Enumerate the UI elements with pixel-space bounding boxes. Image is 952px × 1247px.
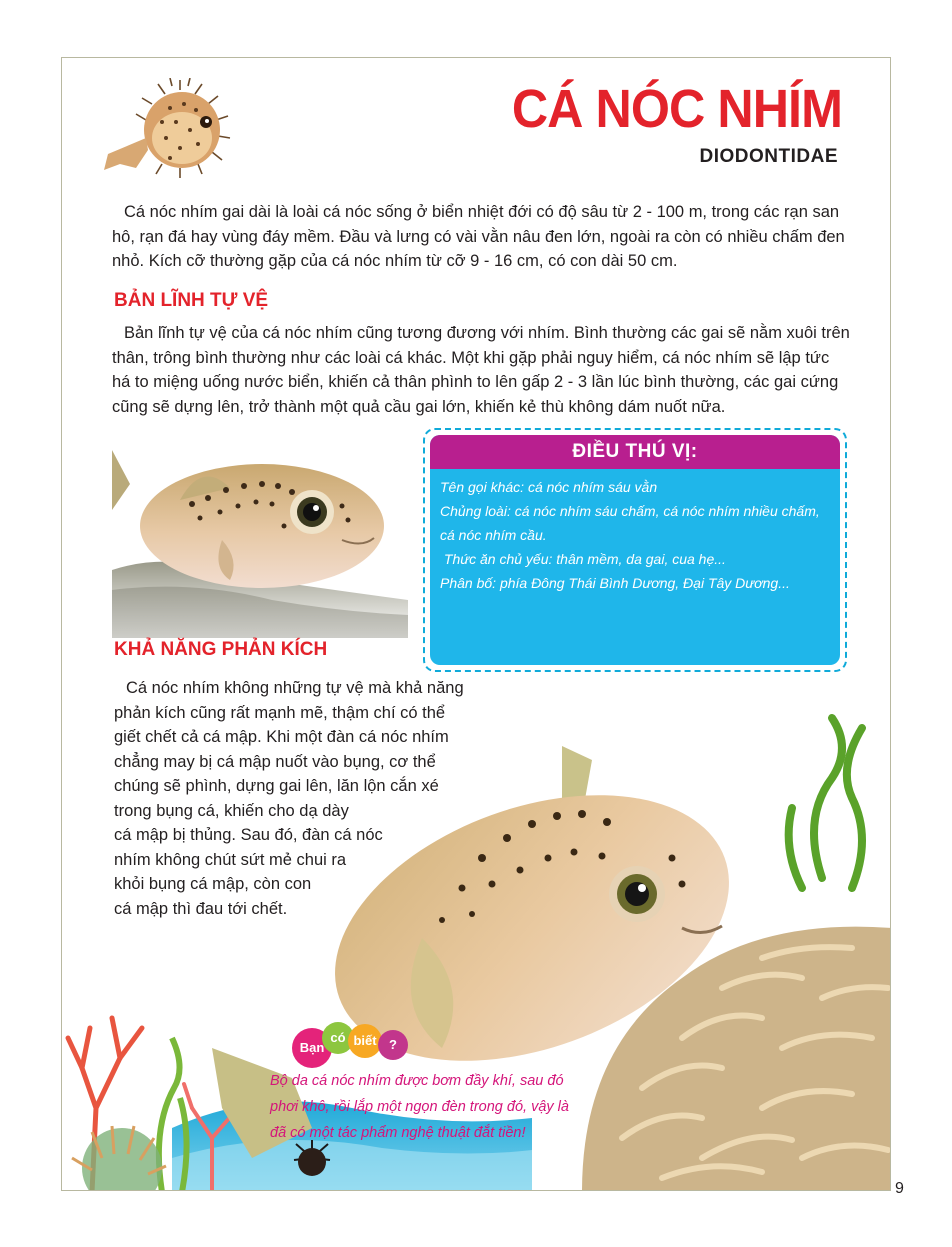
text-line: giết chết cả cá mập. Khi một đàn cá nóc nhím — [114, 728, 449, 746]
fun-facts-body — [430, 469, 840, 601]
text-line: chúng sẽ phình, dựng gai lên, lăn lộn cắn xé — [114, 777, 439, 795]
fact-line: Chủng loài: cá nóc nhím sáu chấm, cá nóc nhím nhiều chấm, — [440, 503, 820, 519]
badge-word: Bạn — [292, 1028, 332, 1068]
fun-facts-heading: ĐIỀU THÚ VỊ: — [430, 435, 840, 469]
intro-paragraph: Cá nóc nhím gai dài là loài cá nóc sống ở biển nhiệt đới có độ sâu từ 2 - 100 m, trong các rạn san hô, rạn đá hay vùng đáy mềm. Đầu và lưng có vài vằn nâu đen lớn, ngoài ra còn có nhiều chấm đen nhỏ. Kích cỡ thường gặp của cá nóc nhím từ cỡ 9 - 16 cm, có con dài 50 cm. — [112, 203, 845, 270]
fun-facts-panel — [430, 435, 840, 665]
page-title: CÁ NÓC NHÍM — [511, 79, 842, 139]
text-line: nhím không chút sứt mẻ chui ra — [114, 850, 347, 869]
fun-facts-box — [423, 428, 847, 672]
page-frame — [61, 57, 891, 1191]
question-mark-icon: ? — [378, 1030, 408, 1060]
fact-line: Thức ăn chủ yếu: thân mềm, da gai, cua hẹ... — [440, 551, 726, 567]
badge-word: biết — [348, 1024, 382, 1058]
text-line: cá mập bị thủng. Sau đó, đàn cá nóc — [114, 826, 383, 844]
fact-line: Tên gọi khác: cá nóc nhím sáu vằn — [440, 479, 658, 495]
fact-line: cá nóc nhím cầu. — [440, 527, 547, 543]
page-number: 9 — [895, 1180, 904, 1197]
scientific-name: DIODONTIDAE — [699, 146, 838, 167]
text-line: chẳng may bị cá mập nuốt vào bụng, cơ thể — [114, 752, 436, 771]
text-line: Cá nóc nhím không những tự vệ mà khả năng — [126, 679, 464, 697]
did-you-know-text: Bộ da cá nóc nhím được bơm đầy khí, sau đó phơi khô, rồi lắp một ngọn đèn trong đó, vậy là đã có một tác phẩm nghệ thuật đắt tiền! — [270, 1073, 569, 1141]
text-line: khỏi bụng cá mập, còn con — [114, 875, 312, 893]
badge-word: có — [322, 1022, 354, 1054]
inflated-pufferfish-image — [100, 78, 240, 188]
text-line: cá mập thì đau tới chết. — [114, 899, 288, 918]
text-line: phản kích cũng rất mạnh mẽ, thậm chí có thể — [114, 703, 446, 722]
fact-line: Phân bố: phía Đông Thái Bình Dương, Đại Tây Dương... — [440, 575, 790, 591]
pufferfish-photo-left — [112, 440, 408, 638]
text-line: trong bụng cá, khiến cho dạ dày — [114, 801, 349, 820]
self-defense-paragraph: Bản lĩnh tự vệ của cá nóc nhím cũng tương đương với nhím. Bình thường các gai sẽ nằm xuôi trên thân, trông bình thường như các loài cá khác. Một khi gặp phải nguy hiểm, cá nóc nhím sẽ lập tức há to miệng uống nước biển, khiến cả thân phình to lên gấp 2 - 3 lần lúc bình thường, các gai cứng cũng sẽ dựng lên, trở thành một quả cầu gai lớn, khiến kẻ thù không dám nuốt nữa. — [112, 324, 850, 416]
section-heading-counterattack: KHẢ NĂNG PHẢN KÍCH — [114, 639, 328, 660]
section-heading-self-defense: BẢN LĨNH TỰ VỆ — [114, 290, 269, 311]
